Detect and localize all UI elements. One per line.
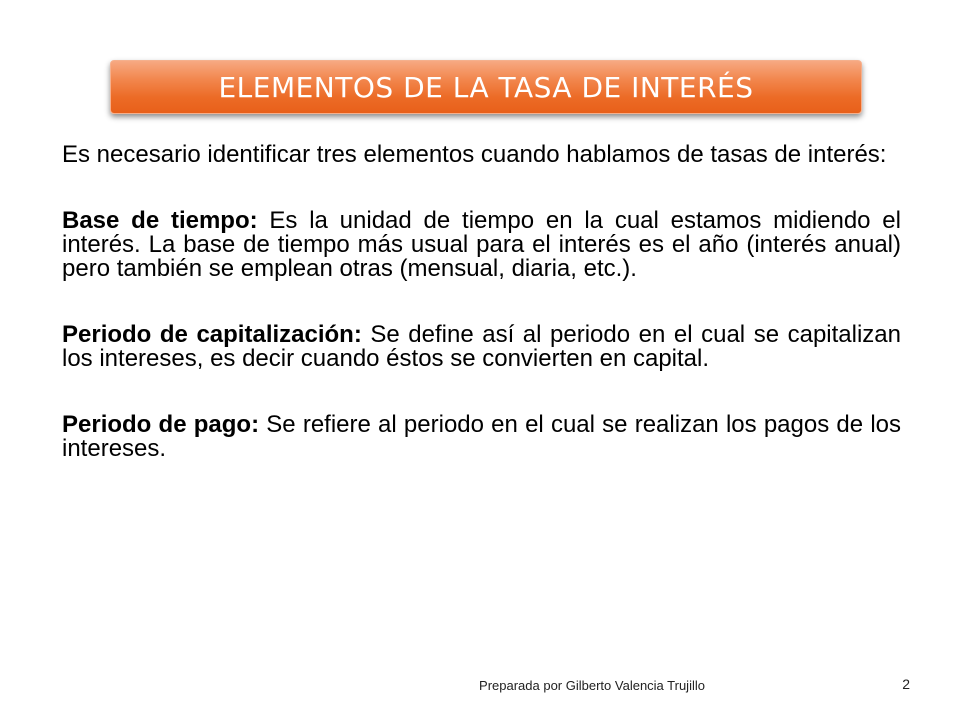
payment-period-text: Se refiere al periodo en el cual se realizan los pagos de los intereses.: [62, 411, 901, 462]
capitalization-period-term: Periodo de capitalización:: [62, 321, 362, 348]
capitalization-period-text: Se define así al periodo en el cual se capitalizan los intereses, es decir cuando éstos se convierten en capital.: [62, 321, 901, 372]
time-base-term: Base de tiempo:: [62, 207, 258, 234]
payment-period-term: Periodo de pago:: [62, 411, 260, 438]
slide-body: [62, 143, 901, 461]
time-base-text: Es la unidad de tiempo en la cual estamos midiendo el interés. La base de tiempo más usual para el interés es el año (interés anual) pero también se emplean otras (mensual, diaria, etc.).: [62, 207, 901, 282]
time-base-paragraph: [62, 209, 901, 281]
capitalization-period-paragraph: [62, 323, 901, 371]
intro-paragraph: [62, 143, 901, 167]
title-banner: [110, 60, 862, 114]
footer-author: Preparada por Gilberto Valencia Trujillo: [479, 678, 705, 693]
payment-period-paragraph: [62, 413, 901, 461]
slide-title: ELEMENTOS DE LA TASA DE INTERÉS: [218, 70, 754, 104]
page-number: 2: [902, 676, 910, 692]
intro-text: Es necesario identificar tres elementos cuando hablamos de tasas de interés:: [62, 141, 887, 168]
